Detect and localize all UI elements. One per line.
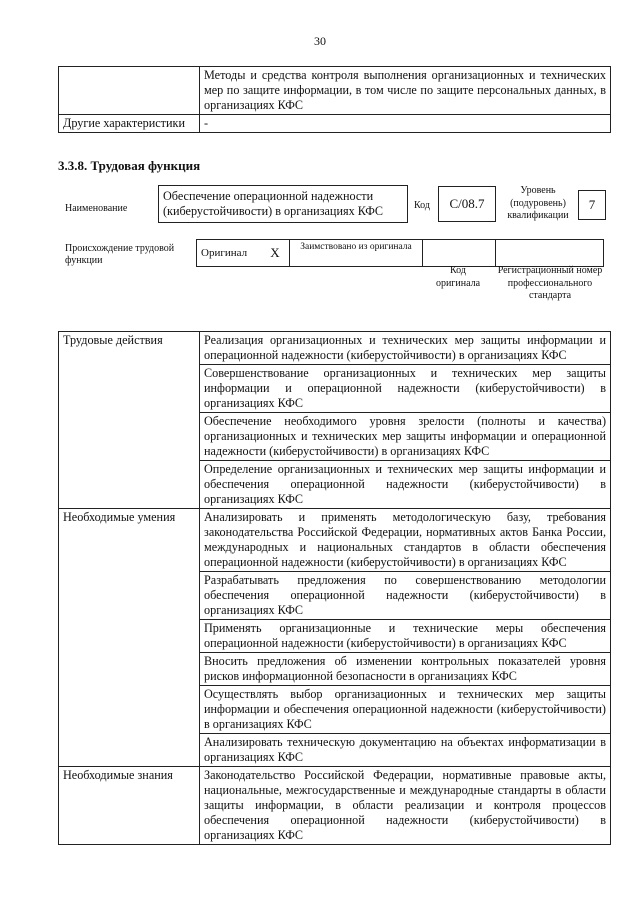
level-value: 7 xyxy=(578,190,606,220)
section-item: Совершенствование организационных и технических мер защиты информации и операционной надежности (киберустойчивости) в организациях КФС xyxy=(200,365,611,413)
section-item: Анализировать и применять методологическую базу, требования законодательства Российской Федерации, нормативных актов Банка России, международных и национальных стандартов в области обеспечения операционной надежности (киберустойчивости) в организациях КФС xyxy=(200,509,611,572)
continuation-table xyxy=(58,66,611,133)
reg-number-label: Регистрационный номер профессионального стандарта xyxy=(497,265,603,301)
section-item: Законодательство Российской Федерации, нормативные правовые акты, национальные, межгосударственные и международные стандарты в области защиты информации, в области реализации и контроля процессов обеспечения операционной надежности (киберустойчивости) в организациях КФС xyxy=(200,767,611,845)
function-name: Обеспечение операционной надежности (киберустойчивости) в организациях КФС xyxy=(163,189,384,218)
section-item: Вносить предложения об изменении контрольных показателей уровня рисков информационной безопасности в организациях КФС xyxy=(200,653,611,686)
section-item: Анализировать техническую документацию на объектах информатизации в организациях КФС xyxy=(200,734,611,767)
table-row xyxy=(197,240,604,267)
borrowed-label: Заимствовано из оригинала xyxy=(290,240,423,267)
methods-cell: Методы и средства контроля выполнения организационных и технических мер по защите информации, в том числе по защите персональных данных, в организациях КФС xyxy=(200,67,611,115)
origin-label: Происхождение трудовой функции xyxy=(65,243,175,266)
code-label: Код xyxy=(414,200,430,211)
section-item: Применять организационные и технические меры обеспечения операционной надежности (киберустойчивости) в организациях КФС xyxy=(200,620,611,653)
section-label: Трудовые действия xyxy=(59,332,200,509)
name-label: Наименование xyxy=(65,203,128,214)
main-table xyxy=(58,331,611,845)
section-item: Обеспечение необходимого уровня зрелости (полноты и качества) организационных и технических мер защиты информации и операционной надежности (киберустойчивости) в организациях КФС xyxy=(200,413,611,461)
name-box xyxy=(158,185,408,223)
page-number: 30 xyxy=(314,34,326,48)
empty-cell xyxy=(59,67,200,115)
reg-number-cell xyxy=(496,240,604,267)
code-original-label: Код оригинала xyxy=(435,265,481,289)
table-row xyxy=(59,67,611,115)
table-row xyxy=(59,115,611,133)
section-label: Необходимые умения xyxy=(59,509,200,767)
original-mark: X xyxy=(261,240,290,267)
code-value: С/08.7 xyxy=(438,186,496,222)
section-title: 3.3.8. Трудовая функция xyxy=(58,158,201,173)
code-original-cell xyxy=(423,240,496,267)
table-row xyxy=(59,509,611,572)
table-row xyxy=(59,332,611,365)
other-characteristics-value: - xyxy=(200,115,611,133)
original-label: Оригинал xyxy=(197,240,262,267)
section-label: Необходимые знания xyxy=(59,767,200,845)
table-row xyxy=(59,767,611,845)
origin-table xyxy=(196,239,604,267)
section-item: Реализация организационных и технических мер защиты информации и операционной надежности (киберустойчивости) в организациях КФС xyxy=(200,332,611,365)
level-label: Уровень (подуровень) квалификации xyxy=(507,185,569,221)
section-item: Определение организационных и технических мер защиты информации и обеспечения операционной надежности (киберустойчивости) в организациях КФС xyxy=(200,461,611,509)
section-item: Осуществлять выбор организационных и технических мер защиты информации и обеспечения операционной надежности (киберустойчивости) в организациях КФС xyxy=(200,686,611,734)
section-item: Разрабатывать предложения по совершенствованию методологии обеспечения операционной надежности (киберустойчивости) в организациях КФС xyxy=(200,572,611,620)
other-characteristics-label: Другие характеристики xyxy=(59,115,200,133)
